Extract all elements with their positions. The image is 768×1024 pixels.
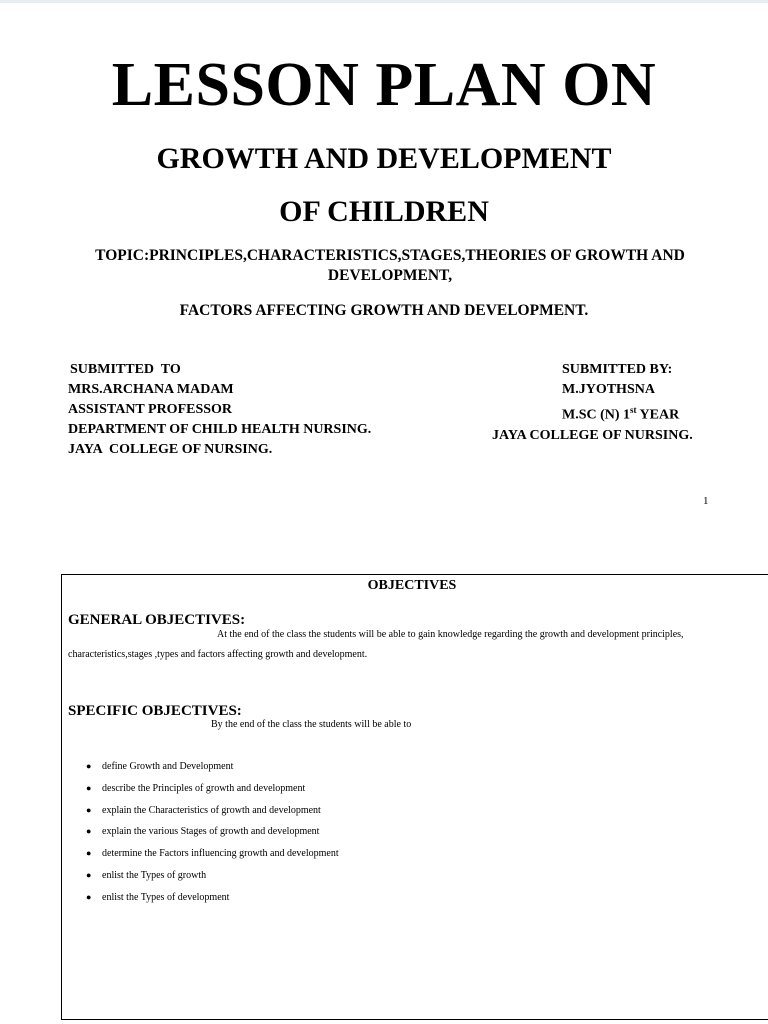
list-item <box>86 756 339 778</box>
course-superscript: st <box>630 405 637 415</box>
list-item <box>86 778 339 800</box>
submitted-to-line: JAYA COLLEGE OF NURSING. <box>68 442 273 457</box>
list-item <box>86 887 339 909</box>
course-suffix: YEAR <box>636 407 680 423</box>
submitted-to-line: DEPARTMENT OF CHILD HEALTH NURSING. <box>68 422 372 437</box>
list-item-text: describe the Principles of growth and development <box>102 782 306 794</box>
bullet-icon: ● <box>86 782 92 793</box>
list-item <box>86 843 339 865</box>
factors-text: FACTORS AFFECTING GROWTH AND DEVELOPMENT. <box>179 302 589 319</box>
objectives-box <box>61 574 768 1020</box>
submitted-by-block <box>490 360 720 446</box>
list-item <box>86 800 339 822</box>
list-item-text: enlist the Types of development <box>102 891 230 903</box>
submitted-by-college: JAYA COLLEGE OF NURSING. <box>492 427 693 443</box>
specific-objectives-list <box>86 756 339 909</box>
page-title: LESSON PLAN ON <box>111 51 657 119</box>
general-objectives-heading: GENERAL OBJECTIVES: <box>68 612 246 628</box>
specific-objectives-heading: SPECIFIC OBJECTIVES: <box>68 703 242 719</box>
page-number: 1 <box>703 495 709 507</box>
general-objectives-text-line-2: characteristics,stages ,types and factors affecting growth and development. <box>68 649 368 660</box>
topic-text: TOPIC:PRINCIPLES,CHARACTERISTICS,STAGES,THEORIES OF GROWTH AND DEVELOPMENT, <box>95 247 685 284</box>
list-item-text: define Growth and Development <box>102 761 234 772</box>
subtitle-line-2: OF CHILDREN <box>279 195 489 228</box>
course-prefix: M.SC (N) 1 <box>562 407 631 423</box>
list-item-text: determine the Factors influencing growth and development <box>102 848 339 860</box>
bullet-icon: ● <box>86 826 92 837</box>
submitted-to-line: ASSISTANT PROFESSOR <box>68 402 233 417</box>
bullet-icon: ● <box>86 848 92 859</box>
top-edge-line <box>0 0 768 3</box>
list-item-text: explain the various Stages of growth and development <box>102 826 320 838</box>
list-item-text: enlist the Types of growth <box>102 869 207 881</box>
specific-objectives-intro: By the end of the class the students will be able to <box>211 719 412 730</box>
subtitle-line-1: GROWTH AND DEVELOPMENT <box>156 142 612 175</box>
submitted-to-heading: SUBMITTED TO <box>70 362 181 377</box>
student-name: M.JYOTHSNA <box>562 382 655 397</box>
list-item <box>86 865 339 887</box>
bullet-icon: ● <box>86 891 92 902</box>
list-item <box>86 821 339 843</box>
objectives-heading: OBJECTIVES <box>367 578 457 593</box>
submitted-by-heading: SUBMITTED BY: <box>562 362 673 377</box>
list-item-text: explain the Characteristics of growth and development <box>102 804 321 816</box>
bullet-icon: ● <box>86 869 92 880</box>
submitted-to-line: MRS.ARCHANA MADAM <box>68 382 234 397</box>
general-objectives-text-line-1: At the end of the class the students will be able to gain knowledge regarding the growth and development principles, <box>217 629 684 640</box>
submitted-by-name <box>490 380 720 400</box>
submitted-to-block <box>68 360 371 460</box>
submitted-by-course <box>490 400 720 426</box>
bullet-icon: ● <box>86 804 92 815</box>
bullet-icon: ● <box>86 761 92 771</box>
